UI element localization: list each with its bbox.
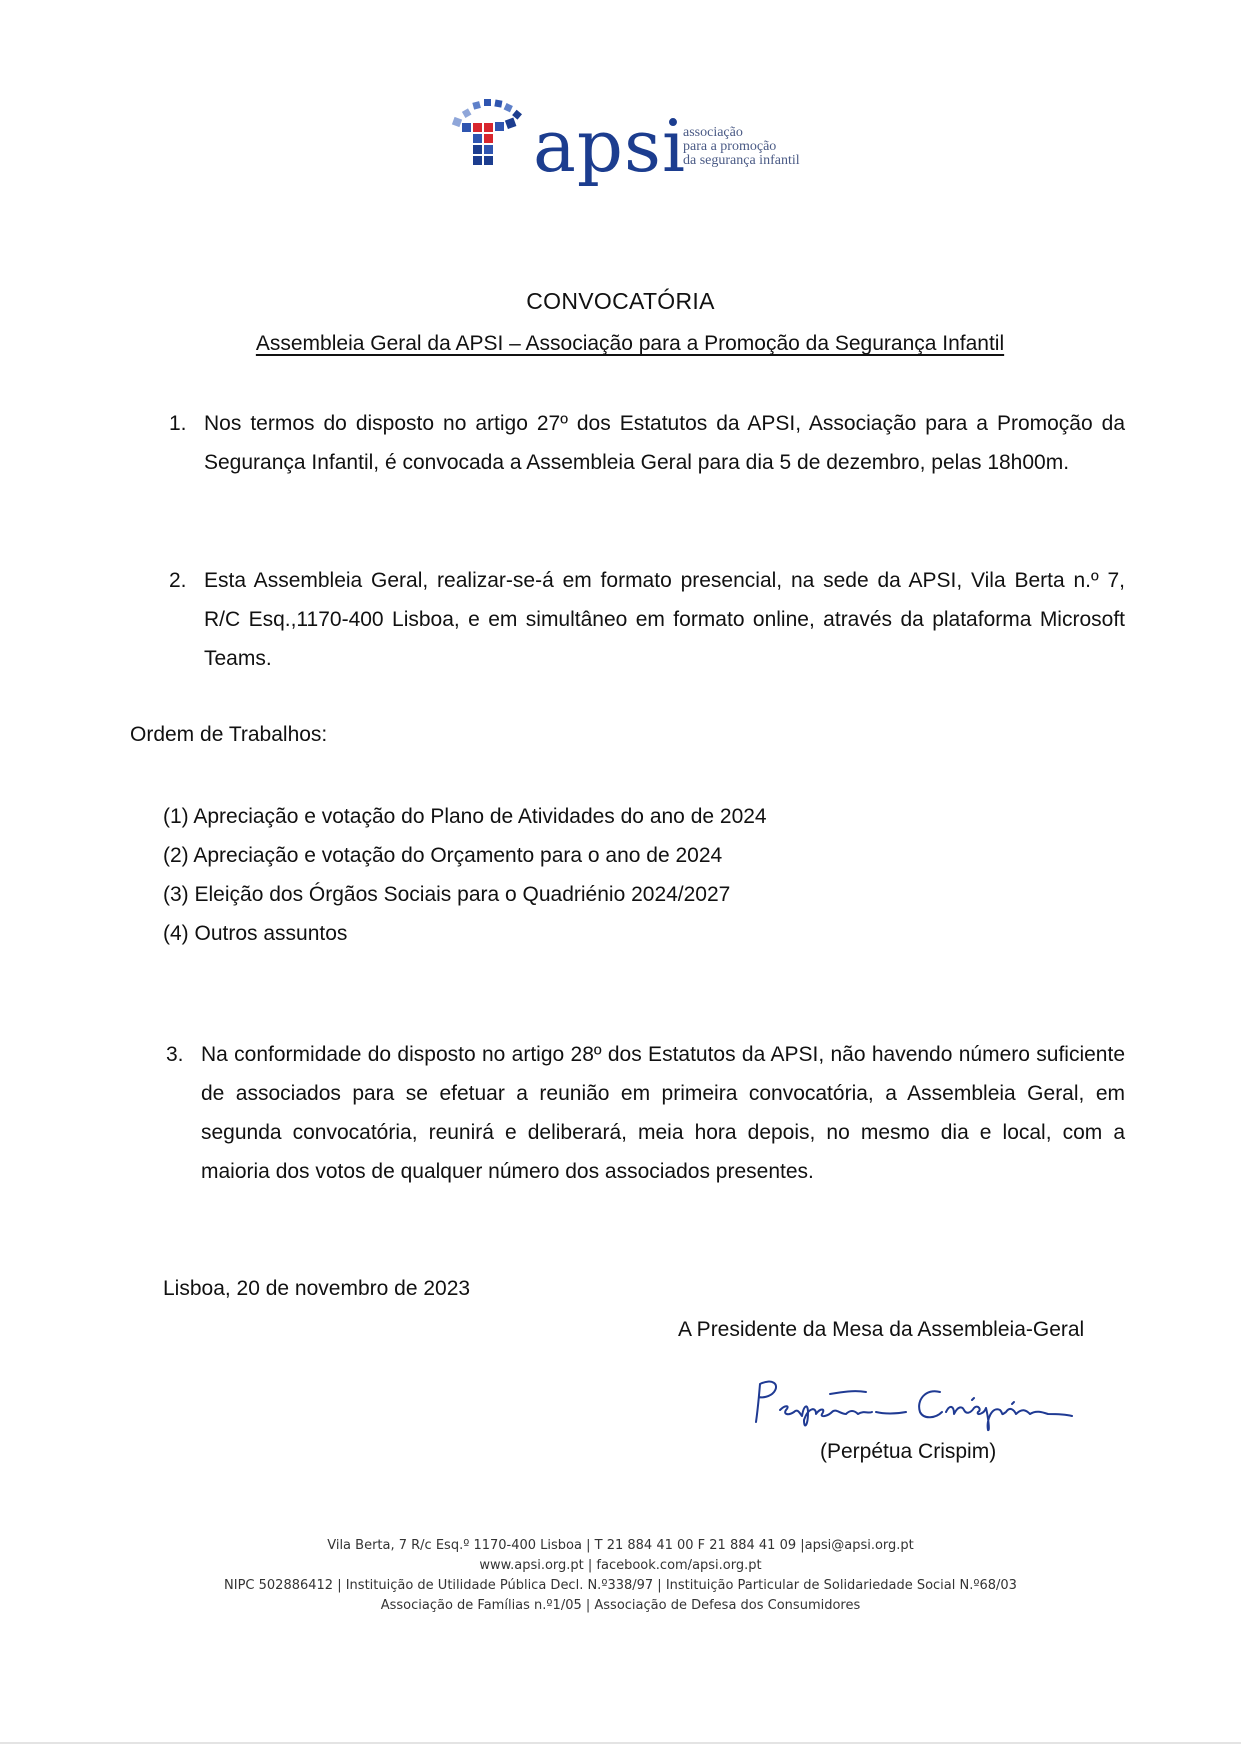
agenda-list [163, 797, 767, 953]
signer-name: (Perpétua Crispim) [820, 1440, 997, 1463]
agenda-item: (3) Eleição dos Órgãos Sociais para o Quadriénio 2024/2027 [163, 883, 731, 906]
paragraph-number: 3. [166, 1043, 184, 1066]
numbered-paragraph [169, 404, 1125, 482]
agenda-heading: Ordem de Trabalhos: [130, 723, 328, 746]
logo-tagline [683, 126, 800, 168]
place-and-date: Lisboa, 20 de novembro de 2023 [163, 1277, 471, 1300]
footer-line: Associação de Famílias n.º1/05 | Associação de Defesa dos Consumidores [380, 1598, 861, 1613]
logo-wordmark: apsi [533, 104, 686, 188]
paragraph-text: Esta Assembleia Geral, realizar-se-á em formato presencial, na sede da APSI, Vila Berta n.º 7, R/C Esq.,1170-400 Lisboa, e em simultâneo em formato online, através da plataforma Microsoft Teams. [204, 569, 1125, 670]
paragraph-text: Na conformidade do disposto no artigo 28º dos Estatutos da APSI, não havendo número suficiente de associados para se efetuar a reunião em primeira convocatória, a Assembleia Geral, em segunda convocatória, reunirá e deliberará, meia hora depois, no mesmo dia e local, com a maioria dos votos de qualquer número dos associados presentes. [201, 1043, 1125, 1183]
paragraph-number: 1. [169, 412, 187, 435]
logo-tagline-line: da segurança infantil [683, 153, 800, 168]
document-subtitle: Assembleia Geral da APSI – Associação para a Promoção da Segurança Infantil [255, 332, 1005, 355]
footer-line: NIPC 502886412 | Instituição de Utilidade Pública Decl. N.º338/97 | Instituição Particular de Solidariedade Social N.º68/03 [224, 1578, 1017, 1593]
handwritten-signature [750, 1370, 1080, 1440]
page-footer [0, 1536, 1241, 1616]
paragraph-number: 2. [169, 569, 187, 592]
apsi-logo-icon [445, 92, 535, 182]
logo-tagline-line: associação [683, 125, 743, 140]
logo-tagline-line: para a promoção [683, 139, 777, 154]
agenda-item: (1) Apreciação e votação do Plano de Atividades do ano de 2024 [163, 805, 767, 828]
footer-line: www.apsi.org.pt | facebook.com/apsi.org.pt [479, 1558, 762, 1573]
agenda-item: (4) Outros assuntos [163, 922, 348, 945]
footer-line: Vila Berta, 7 R/c Esq.º 1170-400 Lisboa | T 21 884 41 00 F 21 884 41 09 |apsi@apsi.org.pt [327, 1538, 914, 1553]
signer-role: A Presidente da Mesa da Assembleia-Geral [678, 1318, 1085, 1341]
agenda-item: (2) Apreciação e votação do Orçamento para o ano de 2024 [163, 844, 723, 867]
apsi-logo [445, 92, 845, 202]
document-title: CONVOCATÓRIA [526, 288, 715, 314]
numbered-paragraph [166, 1035, 1125, 1191]
bottom-divider [0, 1742, 1241, 1744]
paragraph-text: Nos termos do disposto no artigo 27º dos Estatutos da APSI, Associação para a Promoção da Segurança Infantil, é convocada a Assembleia Geral para dia 5 de dezembro, pelas 18h00m. [204, 412, 1125, 474]
numbered-paragraph [169, 561, 1125, 678]
